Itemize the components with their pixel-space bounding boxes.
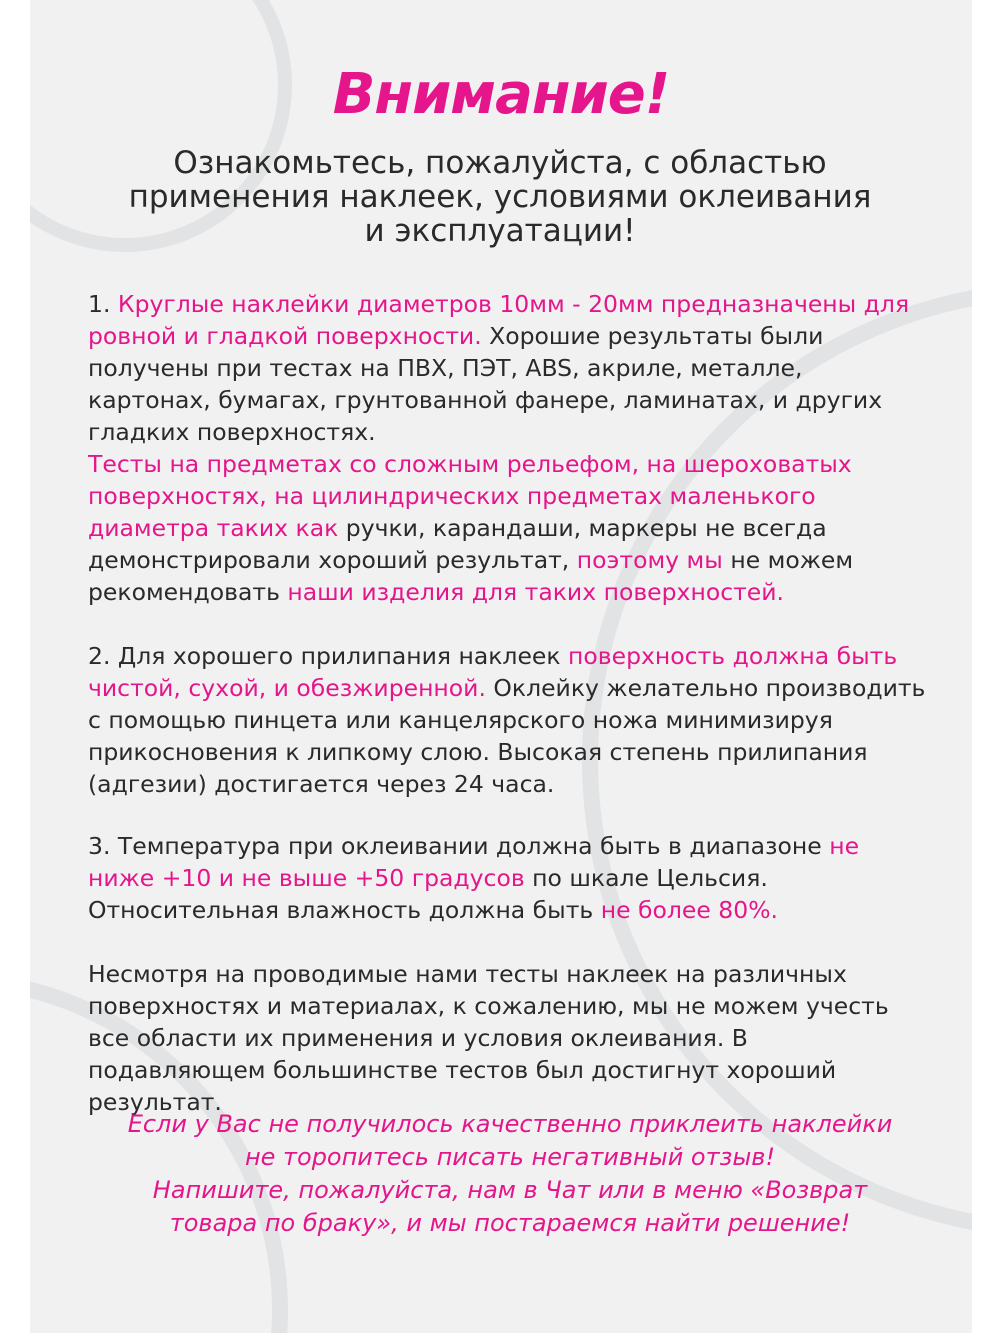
paragraph-2-highlight: поэтому мы [576,546,723,574]
paragraph-3-highlight: поверхность должна быть чистой, сухой, и обезжиренной. [88,642,898,702]
paragraph-4-segment: 3. Температура при оклеивании должна быть в диапазоне [88,832,830,860]
paragraph-2-segment: ручки, карандаши, маркеры не всегда демонстрировали хороший результат, [88,514,827,574]
paragraph-3-segment: Оклейку желательно производить с помощью пинцета или канцелярского ножа минимизируя прикосновения к липкому слою. Высокая степень прилипания (адгезии) достигается через 24 часа. [88,674,926,798]
paragraph-4-highlight: не более 80%. [600,896,779,924]
paragraph-2-highlight: наши изделия для таких поверхностей. [287,578,785,606]
paragraph-3 [88,640,928,800]
closing-line: Напишите, пожалуйста, нам в Чат или в меню «Возврат [152,1176,868,1204]
closing-line: Если у Вас не получилось качественно приклеить наклейки [127,1110,893,1138]
paragraph-3-segment: 2. Для хорошего прилипания наклеек [88,642,569,670]
paragraph-5-segment: Несмотря на проводимые нами тесты наклеек на различных поверхностях и материалах, к сожалению, мы не можем учесть все области их применения и условия оклеивания. В подавляющем большинстве тестов был достигнут хороший результат. [88,960,889,1116]
closing-note [90,1108,930,1240]
paragraph-2-highlight: Тесты на предметах со сложным рельефом, на шероховатых поверхностях, на цилиндрических предметах маленького диаметра таких как [88,450,852,542]
paragraph-1-segment: 1. [88,290,118,318]
paragraph-5 [88,958,928,1118]
paragraph-2-segment: не можем рекомендовать [88,546,854,606]
paragraph-4-highlight: не ниже +10 и не выше +50 градусов [88,832,860,892]
page-title: Внимание! [332,62,670,127]
paragraph-1-segment: Хорошие результаты были получены при тестах на ПВХ, ПЭТ, ABS, акриле, металле, картонах, бумагах, грунтованной фанере, ламинатах, и других гладких поверхностях. [88,322,883,446]
closing-line: товара по браку», и мы постараемся найти решение! [169,1209,851,1237]
paragraph-4-segment: по шкале Цельсия. Относительная влажность должна быть [88,864,768,924]
paragraph-2 [88,448,928,608]
paragraph-1 [88,288,928,448]
paragraph-1-highlight: Круглые наклейки диаметров 10мм - 20мм предназначены для ровной и гладкой поверхности. [88,290,910,350]
paragraph-4 [88,830,928,926]
closing-line: не торопитесь писать негативный отзыв! [244,1143,776,1171]
page-subtitle: Ознакомьтесь, пожалуйста, с областью применения наклеек, условиями оклеивания и эксплуатации! [128,145,872,249]
notice-card [30,0,972,1333]
